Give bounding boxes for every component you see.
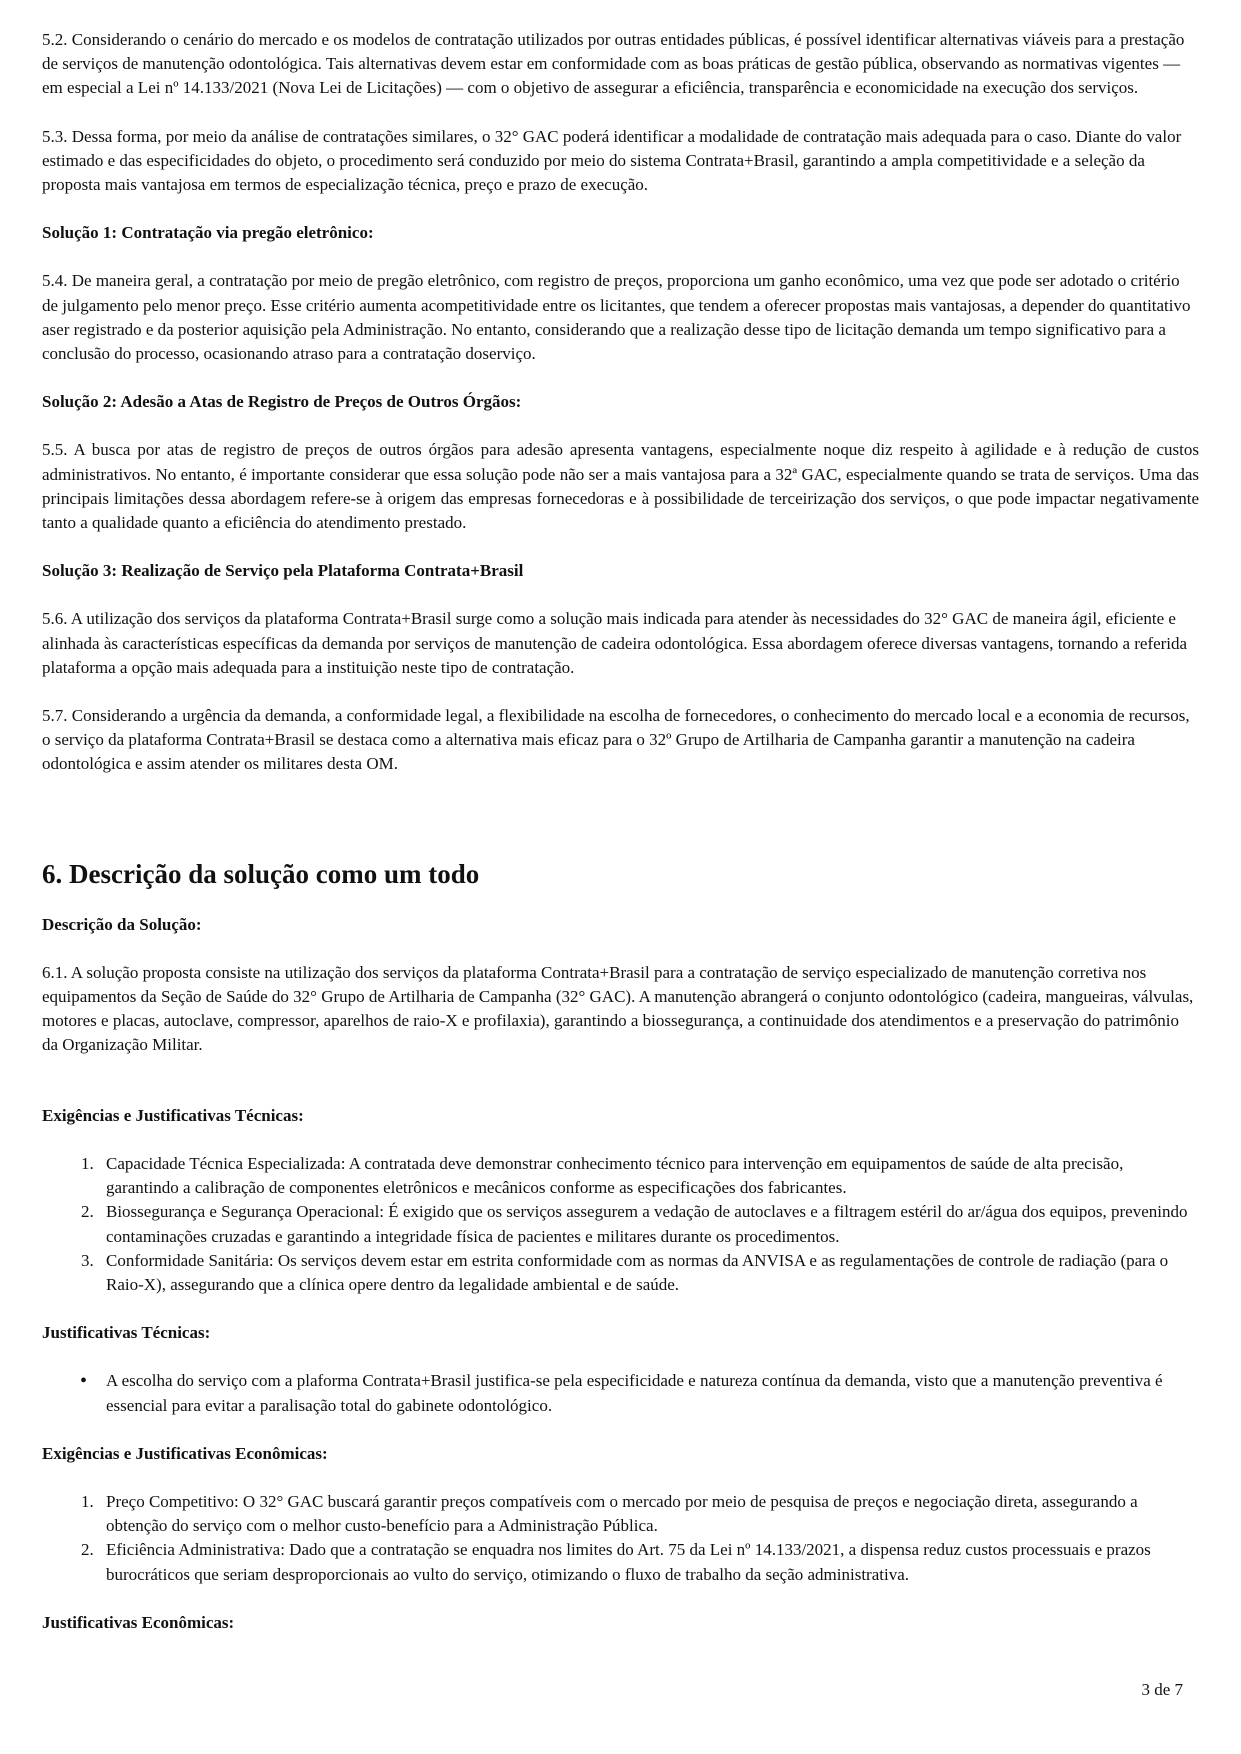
descricao-solucao-title: Descrição da Solução: [42,914,202,934]
list-item-text: Capacidade Técnica Especializada: A contratada deve demonstrar conhecimento técnico para intervenção em equipamentos de saúde de alta precisão, garantindo a calibração de componentes eletrônicos e mecânicos conforme as especificações dos fabricantes. [106,1153,1124,1198]
paragraph-5-2: 5.2. Considerando o cenário do mercado e os modelos de contratação utilizados por outras entidades públicas, é possível identificar alternativas viáveis para a prestação de serviços de manutenção odontológica. Tais alternativas devem estar em conformidade com as boas práticas de gestão pública, observando as normativas vigentes — em especial a Lei nº 14.133/2021 (Nova Lei de Licitações) — com o objetivo de assegurar a eficiência, transparência e economicidade na execução dos serviços. [42,30,1185,98]
list-item-number: 2. [81,1202,94,1222]
list-item-text: Preço Competitivo: O 32° GAC buscará garantir preços compatíveis com o mercado por meio de pesquisa de preços e negociação direta, assegurando a obtenção do serviço com o melhor custo-benefício para a Administração Pública. [106,1491,1138,1536]
page-number: 3 de 7 [1141,1680,1183,1699]
paragraph-5-5: 5.5. A busca por atas de registro de preços de outros órgãos para adesão apresenta vantagens, especialmente noque diz respeito à agilidade e à redução de custos administrativos. No entanto, é importante considerar que essa solução pode não ser a mais vantajosa para a 32ª GAC, especialmente quando se trata de serviços. Uma das principais limitações dessa abordagem refere-se à origem das empresas fornecedoras e à possibilidade de terceirização dos serviços, o que pode impactar negativamente tanto a qualidade quanto a eficiência do atendimento prestado. [42,440,1199,533]
justificativas-tecnicas-list [42,1369,1199,1417]
document-page [42,28,1199,1659]
list-item-text: Conformidade Sanitária: Os serviços devem estar em estrita conformidade com as normas da ANVISA e as regulamentações de controle de radiação (para o Raio-X), assegurando que a clínica opere dentro da legalidade ambiental e de saúde. [106,1250,1169,1294]
solucao-2-title: Solução 2: Adesão a Atas de Registro de Preços de Outros Órgãos: [42,392,522,412]
paragraph-5-7: 5.7. Considerando a urgência da demanda, a conformidade legal, a flexibilidade na escolha de fornecedores, o conhecimento do mercado local e a economia de recursos, o serviço da plataforma Contrata+Brasil se destaca como a alternativa mais eficaz para o 32º Grupo de Artilharia de Campanha garantir a manutenção na cadeira odontológica e assim atender os militares desta OM. [42,706,1190,774]
list-item-text: Biossegurança e Segurança Operacional: É exigido que os serviços assegurem a vedação de autoclaves e a filtragem estéril do ar/água dos equipos, prevenindo contaminações cruzadas e garantindo a integridade física de pacientes e militares durante os procedimentos. [106,1202,1188,1246]
solucao-3-title: Solução 3: Realização de Serviço pela Plataforma Contrata+Brasil [42,561,524,581]
list-item [42,1538,1199,1586]
list-item-number: 2. [81,1540,94,1560]
section-spacer [42,801,1199,857]
solucao-1-title: Solução 1: Contratação via pregão eletrônico: [42,223,374,243]
list-item [42,1369,1199,1417]
justificativas-economicas-title: Justificativas Econômicas: [42,1612,235,1632]
justificativas-tecnicas-title: Justificativas Técnicas: [42,1323,211,1343]
exigencias-tecnicas-title: Exigências e Justificativas Técnicas: [42,1105,304,1125]
list-item [42,1490,1199,1538]
list-item-text: Eficiência Administrativa: Dado que a contratação se enquadra nos limites do Art. 75 da Lei nº 14.133/2021, a dispensa reduz custos processuais e prazos burocráticos que seriam desproporcionais ao vulto do serviço, otimizando o fluxo de trabalho da seção administrativa. [106,1540,1151,1584]
paragraph-5-4: 5.4. De maneira geral, a contratação por meio de pregão eletrônico, com registro de preços, proporciona um ganho econômico, uma vez que pode ser adotado o critério de julgamento pelo menor preço. Esse critério aumenta acompetitividade entre os licitantes, que tendem a oferecer propostas mais vantajosas, a depender do quantitativo aser registrado e da posterior aquisição pela Administração. No entanto, considerando que a realização desse tipo de licitação demanda um tempo significativo para a conclusão do processo, ocasionando atraso para a contratação doserviço. [42,271,1191,364]
list-item [42,1152,1199,1200]
list-item-number: 3. [81,1250,94,1270]
list-item [42,1200,1199,1248]
bullet-icon: • [80,1370,88,1393]
list-item [42,1249,1199,1297]
section-6-heading: 6. Descrição da solução como um todo [42,858,480,889]
list-item-text: A escolha do serviço com a plaforma Contrata+Brasil justifica-se pela especificidade e natureza contínua da demanda, visto que a manutenção preventiva é essencial para evitar a paralisação total do gabinete odontológico. [106,1371,1163,1415]
exigencias-economicas-title: Exigências e Justificativas Econômicas: [42,1443,328,1463]
exigencias-tecnicas-list [42,1152,1199,1297]
paragraph-5-3: 5.3. Dessa forma, por meio da análise de contratações similares, o 32° GAC poderá identificar a modalidade de contratação mais adequada para o caso. Diante do valor estimado e das especificidades do objeto, o procedimento será conduzido por meio do sistema Contrata+Brasil, garantindo a ampla competitividade e a seleção da proposta mais vantajosa em termos de especialização técnica, preço e prazo de execução. [42,126,1182,195]
list-item-number: 1. [81,1153,94,1173]
exigencias-economicas-list [42,1490,1199,1587]
spacer [42,1082,1199,1104]
paragraph-5-6: 5.6. A utilização dos serviços da plataforma Contrata+Brasil surge como a solução mais indicada para atender às necessidades do 32° GAC de maneira ágil, eficiente e alinhada às características específicas da demanda por serviços de manutenção de cadeira odontológica. Essa abordagem oferece diversas vantagens, tornando a referida plataforma a opção mais adequada para a instituição neste tipo de contratação. [42,609,1188,677]
paragraph-6-1: 6.1. A solução proposta consiste na utilização dos serviços da plataforma Contrata+Brasil para a contratação de serviço especializado de manutenção corretiva nos equipamentos da Seção de Saúde do 32° Grupo de Artilharia de Campanha (32° GAC). A manutenção abrangerá o conjunto odontológico (cadeira, mangueiras, válvulas, motores e placas, autoclave, compressor, aparelhos de raio-X e profilaxia), garantindo a biossegurança, a continuidade dos atendimentos e a preservação do patrimônio da Organização Militar. [42,962,1194,1055]
list-item-number: 1. [81,1491,94,1511]
